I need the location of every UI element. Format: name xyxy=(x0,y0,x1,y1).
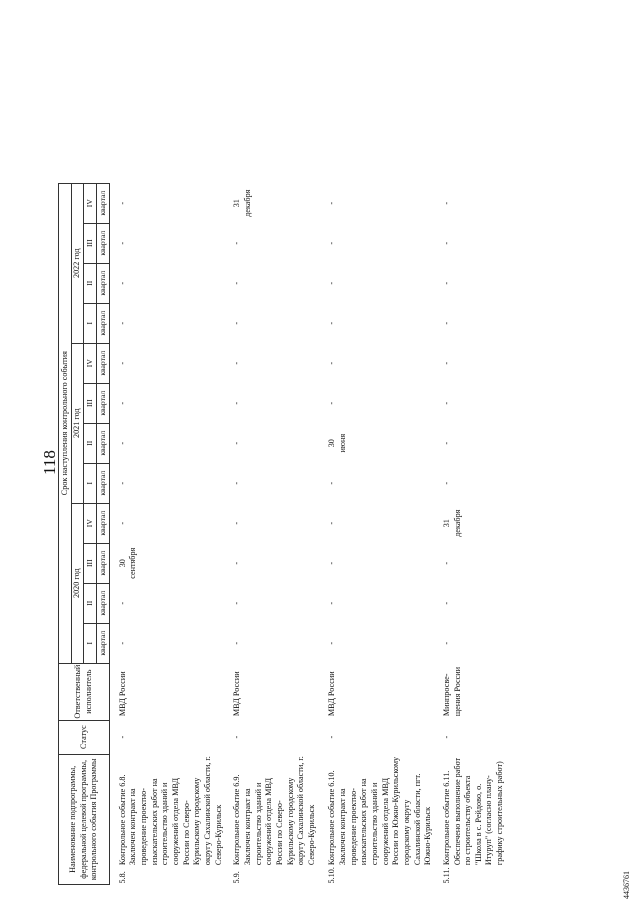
table-row xyxy=(434,183,544,884)
dash-value: - xyxy=(441,281,451,285)
quarter-label: квартал xyxy=(96,303,109,343)
dash-value: - xyxy=(327,201,337,205)
deadline-cell xyxy=(319,423,434,463)
header-year-2022: 2022 год xyxy=(72,183,84,343)
deadline-cell xyxy=(109,343,224,383)
deadline-cell xyxy=(319,583,434,623)
table-row xyxy=(319,183,434,884)
deadline-cell xyxy=(434,183,544,223)
event-name: Контрольное событие 6.11. Обеспечено выполнение работ по строительству объекта "Школа в с. Рейдово, о. Итуруп" (согласно плану-графику строительных работ) xyxy=(441,757,505,866)
quarter-label: квартал xyxy=(96,263,109,303)
dash-value: - xyxy=(232,281,242,285)
dash-value: - xyxy=(232,561,242,565)
dash-value: - xyxy=(232,401,242,405)
deadline-day: 30 xyxy=(327,439,337,448)
dash-value: - xyxy=(327,361,337,365)
deadline-cell xyxy=(109,303,224,343)
deadline-cell xyxy=(434,223,544,263)
dash-value: - xyxy=(117,201,127,205)
dash-value: - xyxy=(117,241,127,245)
deadline-cell xyxy=(319,263,434,303)
page-number: 118 xyxy=(40,450,59,475)
dash-value: - xyxy=(327,521,337,525)
quarter-numeral: I xyxy=(84,463,97,503)
deadline-cell xyxy=(319,343,434,383)
dash-value: - xyxy=(232,601,242,605)
deadline-cell xyxy=(319,303,434,343)
dash-value: - xyxy=(232,241,242,245)
header-executor: Ответственный исполнитель xyxy=(59,663,110,720)
deadline-cell xyxy=(434,383,544,423)
executor-cell: Минпросве-щения России xyxy=(441,666,462,717)
dash-value: - xyxy=(232,641,242,645)
deadline-cell xyxy=(319,223,434,263)
dash-value: - xyxy=(441,361,451,365)
dash-value: - xyxy=(441,401,451,405)
dash-value: - xyxy=(441,641,451,645)
dash-value: - xyxy=(441,441,451,445)
dash-value: - xyxy=(117,441,127,445)
deadline-cell xyxy=(224,303,319,343)
row-number: 5.10. xyxy=(327,867,337,884)
deadline-cell xyxy=(224,623,319,663)
table-row xyxy=(109,183,224,884)
quarter-numeral: II xyxy=(84,263,97,303)
dash-value: - xyxy=(117,521,127,525)
quarter-numeral: II xyxy=(84,583,97,623)
quarter-label: квартал xyxy=(96,583,109,623)
dash-value: - xyxy=(232,521,242,525)
event-name: Контрольное событие 6.9. Заключен контракт на строительство зданий и сооружений отдела МВД России по Северо-Курильскому городскому округу Сахалинской области, г. Северо-Курильск xyxy=(232,756,316,866)
status-cell: - xyxy=(232,735,242,739)
deadline-cell xyxy=(434,423,544,463)
deadline-cell xyxy=(109,223,224,263)
deadline-cell xyxy=(319,543,434,583)
table-body xyxy=(109,183,544,884)
deadline-month: декабря xyxy=(242,189,252,217)
dash-value: - xyxy=(327,641,337,645)
table-header xyxy=(59,183,110,884)
quarter-label: квартал xyxy=(96,383,109,423)
event-name: Контрольное событие 6.8. Заключен контракт на проведение проектно-изыскательских работ на строительство зданий и сооружений отдела МВД России по Северо-Курильскому городскому округу Сахалинской области, г. Северо-Курильск xyxy=(117,756,223,866)
deadline-cell xyxy=(319,383,434,423)
deadline-cell xyxy=(224,583,319,623)
status-cell: - xyxy=(327,735,337,739)
dash-value: - xyxy=(327,481,337,485)
deadline-month: декабря xyxy=(452,509,462,537)
deadline-cell xyxy=(224,183,319,223)
header-status: Статус xyxy=(59,720,110,754)
quarter-numeral: III xyxy=(84,223,97,263)
dash-value: - xyxy=(327,321,337,325)
deadline-cell xyxy=(434,583,544,623)
dash-value: - xyxy=(117,321,127,325)
deadline-cell xyxy=(224,463,319,503)
dash-value: - xyxy=(441,561,451,565)
row-number: 5.8. xyxy=(117,871,127,884)
quarter-label: квартал xyxy=(96,223,109,263)
dash-value: - xyxy=(232,321,242,325)
deadline-cell xyxy=(434,623,544,663)
dash-value: - xyxy=(117,601,127,605)
deadline-cell xyxy=(319,463,434,503)
row-number: 5.11. xyxy=(441,867,451,884)
quarter-label: квартал xyxy=(96,183,109,223)
deadline-cell xyxy=(109,383,224,423)
deadline-cell xyxy=(109,183,224,223)
dash-value: - xyxy=(327,281,337,285)
quarter-label: квартал xyxy=(96,503,109,543)
quarter-label: квартал xyxy=(96,623,109,663)
dash-value: - xyxy=(232,361,242,365)
executor-cell: МВД России xyxy=(327,671,337,717)
deadline-cell xyxy=(224,423,319,463)
deadline-cell xyxy=(319,503,434,543)
control-events-table xyxy=(58,183,544,885)
dash-value: - xyxy=(327,401,337,405)
dash-value: - xyxy=(441,201,451,205)
deadline-month: июня xyxy=(337,433,347,453)
deadline-cell xyxy=(434,463,544,503)
header-year-2020: 2020 год xyxy=(72,503,84,663)
deadline-cell xyxy=(224,223,319,263)
deadline-cell xyxy=(109,623,224,663)
deadline-cell xyxy=(109,463,224,503)
dash-value: - xyxy=(441,481,451,485)
deadline-cell xyxy=(109,583,224,623)
dash-value: - xyxy=(441,321,451,325)
quarter-numeral: IV xyxy=(84,503,97,543)
deadline-cell xyxy=(224,543,319,583)
deadline-month: сентября xyxy=(128,547,138,579)
event-name: Контрольное событие 6.10. Заключен контракт на проведение проектно-изыскательских работ на строительство зданий и сооружений отдела МВД России по Южно-Курильскому городскому округу Сахалинской области, пгт. Южно-Курильск xyxy=(327,756,433,866)
deadline-day: 30 xyxy=(117,559,127,568)
dash-value: - xyxy=(232,441,242,445)
dash-value: - xyxy=(117,641,127,645)
row-number: 5.9. xyxy=(232,871,242,884)
executor-cell: МВД России xyxy=(117,671,127,717)
deadline-cell xyxy=(319,623,434,663)
dash-value: - xyxy=(117,401,127,405)
dash-value: - xyxy=(327,601,337,605)
document-id: 4436761 xyxy=(622,871,631,899)
status-cell: - xyxy=(117,735,127,739)
deadline-cell xyxy=(434,303,544,343)
quarter-label: квартал xyxy=(96,423,109,463)
quarter-numeral: IV xyxy=(84,343,97,383)
quarter-numeral: IV xyxy=(84,183,97,223)
dash-value: - xyxy=(117,481,127,485)
deadline-cell xyxy=(434,343,544,383)
quarter-label: квартал xyxy=(96,343,109,383)
quarter-numeral: I xyxy=(84,303,97,343)
quarter-numeral: III xyxy=(84,383,97,423)
executor-cell: МВД России xyxy=(232,671,242,717)
table-row xyxy=(224,183,319,884)
deadline-day: 31 xyxy=(441,519,451,528)
quarter-numeral: II xyxy=(84,423,97,463)
deadline-cell xyxy=(434,503,544,543)
header-name: Наименование подпрограммы, федеральной целевой программы, контрольного события Программы xyxy=(59,754,110,884)
deadline-cell xyxy=(319,183,434,223)
deadline-cell xyxy=(109,423,224,463)
dash-value: - xyxy=(232,481,242,485)
deadline-day: 31 xyxy=(232,199,242,208)
dash-value: - xyxy=(441,601,451,605)
dash-value: - xyxy=(327,241,337,245)
dash-value: - xyxy=(441,241,451,245)
deadline-cell xyxy=(434,543,544,583)
deadline-cell xyxy=(224,343,319,383)
header-deadline: Срок наступления контрольного события xyxy=(59,183,72,663)
deadline-cell xyxy=(109,543,224,583)
deadline-cell xyxy=(224,263,319,303)
deadline-cell xyxy=(224,383,319,423)
dash-value: - xyxy=(117,281,127,285)
deadline-cell xyxy=(109,263,224,303)
deadline-cell xyxy=(109,503,224,543)
deadline-cell xyxy=(224,503,319,543)
header-year-2021: 2021 год xyxy=(72,343,84,503)
dash-value: - xyxy=(117,361,127,365)
status-cell: - xyxy=(441,735,451,739)
quarter-numeral: III xyxy=(84,543,97,583)
quarter-label: квартал xyxy=(96,543,109,583)
quarter-numeral: I xyxy=(84,623,97,663)
deadline-cell xyxy=(434,263,544,303)
quarter-label: квартал xyxy=(96,463,109,503)
dash-value: - xyxy=(327,561,337,565)
